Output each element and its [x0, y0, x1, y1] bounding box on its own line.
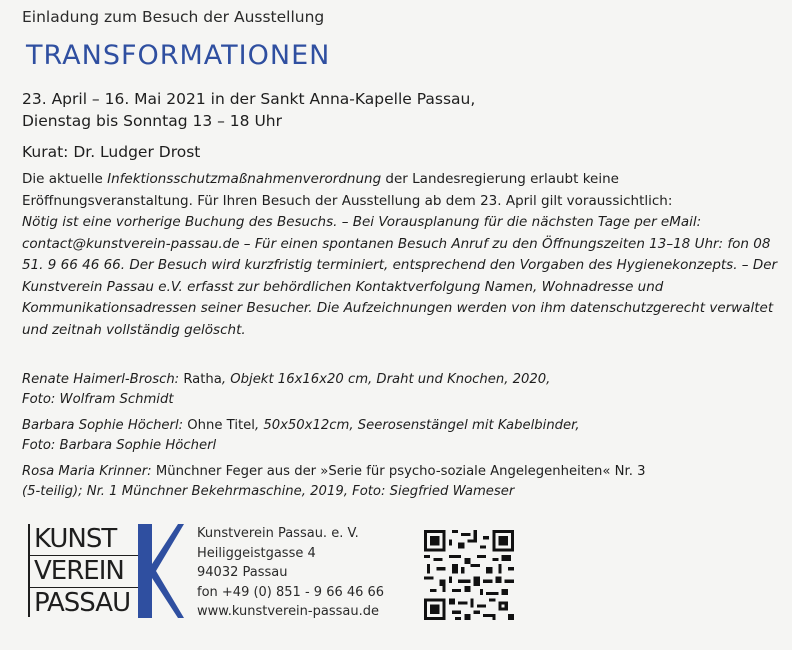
- credit-item: [22, 370, 782, 410]
- notice-intro: [22, 169, 782, 212]
- work-title: Münchner Feger aus der »Serie für psycho-soziale Angelegenheiten« Nr. 3: [155, 464, 646, 479]
- kunstverein-logo: [28, 524, 182, 619]
- notice-details-text: Nötig ist eine vorherige Buchung des Besuchs. – Bei Vorausplanung für die nächsten Tage per eMail: contact@kunstverein-passau.de – Für einen spontanen Besuch Anruf zu den Öffnungszeiten 13–18 Uhr: fon 08 51. 9 66 46 66. Der Besuch wird kurzfristig terminiert, entsprechend den Vorgaben des Hygienekonzepts. – Der Kunstverein Passau e.V. erfasst zur behördlichen Kontaktverfolgung Namen, Wohnadresse und Kommunikationsadressen seiner Besucher. Die Aufzeichnungen werden von ihm datenschutzgerecht verwaltet und zeitnah vollständig gelöscht.: [22, 214, 778, 338]
- credit-line: [22, 462, 782, 482]
- logo-line-passau: PASSAU: [34, 588, 131, 618]
- artist-name: Renate Haimerl-Brosch:: [22, 372, 184, 387]
- dates-line: 23. April – 16. Mai 2021 in der Sankt Anna-Kapelle Passau,: [22, 90, 476, 108]
- logo-line-kunst: KUNST: [28, 524, 150, 556]
- invitation-intro: Einladung zum Besuch der Ausstellung: [22, 8, 325, 26]
- hours-line: Dienstag bis Sonntag 13 – 18 Uhr: [22, 112, 282, 130]
- street: Heiliggeistgasse 4: [197, 545, 316, 561]
- visit-notice: [22, 169, 782, 341]
- credit-line: [22, 370, 782, 390]
- logo-k-icon: [138, 524, 184, 618]
- logo-wordmark: [28, 524, 150, 619]
- photo-credit: Foto: Wolfram Schmidt: [22, 392, 174, 407]
- logo-line-verein: VEREIN: [28, 556, 150, 588]
- notice-details: [22, 212, 782, 341]
- city: 94032 Passau: [197, 565, 288, 580]
- image-credits: [22, 370, 782, 508]
- notice-text-cont: der Landesregierung erlaubt keine Eröffnungsveranstaltung. Für Ihren Besuch der Ausstellung ab dem 23. April gilt voraussichtlich:: [22, 171, 673, 209]
- qr-code-icon: [424, 530, 514, 620]
- exhibition-title: TRANSFORMATIONEN: [26, 40, 331, 71]
- curator: Kurat: Dr. Ludger Drost: [22, 143, 201, 161]
- work-title: Ratha: [183, 372, 222, 387]
- photo-credit: (5-teilig); Nr. 1 Münchner Bekehrmaschine, 2019, Foto: Siegfried Wameser: [22, 484, 515, 499]
- credit-item: [22, 416, 782, 456]
- work-title: Ohne Titel: [187, 418, 255, 433]
- org-name: Kunstverein Passau. e. V.: [197, 526, 359, 541]
- work-details: , 50x50x12cm, Seerosenstängel mit Kabelbinder,: [254, 418, 580, 433]
- regulation-name: Infektionsschutzmaßnahmenverordnung: [107, 171, 382, 187]
- exhibition-dates: [22, 88, 475, 132]
- photo-credit: Foto: Barbara Sophie Höcherl: [22, 438, 217, 453]
- notice-text: Die aktuelle: [22, 171, 108, 187]
- work-details: , Objekt 16x16x20 cm, Draht und Knochen, 2020,: [221, 372, 551, 387]
- credit-line: [22, 416, 782, 436]
- contact-address: [197, 524, 384, 622]
- artist-name: Rosa Maria Krinner:: [22, 464, 156, 479]
- website: www.kunstverein-passau.de: [197, 604, 379, 619]
- phone: fon +49 (0) 851 - 9 66 46 66: [197, 584, 385, 600]
- artist-name: Barbara Sophie Höcherl:: [22, 418, 188, 433]
- credit-item: [22, 462, 782, 502]
